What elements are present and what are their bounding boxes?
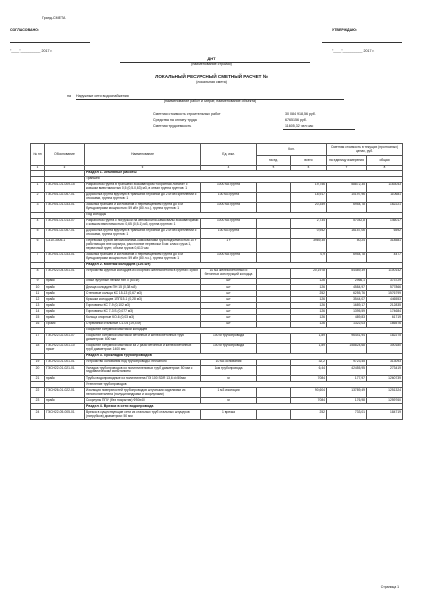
row-qty-total: 126 [291, 297, 327, 303]
row-basis: прайс [45, 375, 85, 381]
section-title: Раздел 1. Земляные работы [85, 170, 403, 176]
row-unit-price: 489,83 [327, 315, 367, 321]
row-basis: ГЭСН22-04-001-01 [45, 268, 85, 278]
table-row [31, 192, 403, 202]
row-unit: м [201, 375, 257, 381]
software-name: Гранд-СМЕТА [42, 16, 66, 20]
col-cost-total: общая [367, 156, 403, 166]
row-unit-price: 1395,59 [327, 309, 367, 315]
row-basis: ГЭСН01-02-057-01 [45, 228, 85, 238]
row-qty-total: 126 [291, 315, 327, 321]
row-basis: Прайс [45, 321, 85, 327]
row-unit-price: 58872,35 [327, 182, 367, 192]
col-qty-total: всего [291, 156, 327, 166]
row-unit: 1000 м3 грунта [201, 202, 257, 212]
row-total-cost: 273419 [367, 365, 403, 375]
approved-date: "____"__________ 2017 г. [332, 49, 375, 53]
row-total-cost: 313093 [367, 359, 403, 365]
row-basis: ГЭСН01-01-009-15 [45, 182, 85, 192]
table-row [31, 202, 403, 212]
row-total-cost: 110681 [367, 192, 403, 202]
col-basis: Обоснование [45, 144, 85, 166]
row-number: 17 [31, 333, 45, 343]
row-qty-per-unit [257, 410, 291, 420]
row-unit: 10 м3 основания [201, 359, 257, 365]
row-unit: шт [201, 303, 257, 309]
row-unit: шт [201, 315, 257, 321]
table-row [31, 410, 403, 420]
row-unit-price: 54489,39 [327, 268, 367, 278]
row-unit-price: 158824,68 [327, 343, 367, 353]
row-name: Разработка грунта с погрузкой на автомобили-самосвалы экскаваторами с ковшом вместимостью: 0,65 (0,5-1) м3, группа грунтов: 1 [85, 218, 201, 228]
row-unit: 1000 м3 грунта [201, 252, 257, 262]
row-qty-total: 90,604 [291, 388, 327, 398]
row-number: 12 [31, 297, 45, 303]
column-number: 7 [327, 166, 367, 171]
row-unit-price: 6954,78 [327, 252, 367, 262]
row-qty-total: 1,89 [291, 333, 327, 343]
row-qty-total: 126 [291, 303, 327, 309]
row-qty-total: 7084 [291, 375, 327, 381]
table-row [31, 238, 403, 252]
row-unit-price: 9723,45 [327, 359, 367, 365]
row-unit: 1000 м3 грунта [201, 182, 257, 192]
row-qty-per-unit [257, 365, 291, 375]
summary-label-labor: Сметная трудоемкость [153, 124, 192, 128]
row-basis: ГЭСН01-01-013-07 [45, 218, 85, 228]
row-number: 3 [31, 202, 45, 212]
row-name: Перевозка грузов автомобилями-самосвалами грузоподъемностью 10 т работающих вне карьера, расстояние перевозки 5 км: класс груза 1, первичный грунт, объем грузов 0,613 час [85, 238, 201, 252]
works-caption: (наименование работ и затрат, наименование объекта) [163, 99, 257, 103]
row-total-cost: 212835 [367, 303, 403, 309]
row-qty-per-unit [257, 218, 291, 228]
row-qty-per-unit [257, 388, 291, 398]
row-basis: прайс [45, 303, 85, 309]
col-num: № пп [31, 144, 45, 166]
row-qty-total: 1,89 [291, 343, 327, 353]
row-number: 7 [31, 252, 45, 262]
row-total-cost: 61719 [367, 315, 403, 321]
column-number: 2 [45, 166, 85, 171]
row-number: 16 [31, 321, 45, 327]
row-name: Скорлупы ППУ (без покрытия) Ф50х40 [85, 398, 201, 404]
column-number: 5 [257, 166, 291, 171]
row-name: Крышки колодцев 1ПП15-1 (0,28 м3) [85, 297, 201, 303]
col-qty-unit: на ед. [257, 156, 291, 166]
row-basis: ГЭСН01-01-033-01 [45, 202, 85, 212]
row-qty-total: 20,1978 [291, 268, 327, 278]
row-unit-price: 13789,49 [327, 388, 367, 398]
section-title: Раздел 4. Врезки в сети водопровода [85, 404, 403, 410]
row-qty-per-unit [257, 182, 291, 192]
table-row [31, 228, 403, 238]
summary-label-wages: Средства на оплату труда [153, 118, 197, 122]
row-name: Засыпка траншей и котлованов с перемещением грунта до 5 м бульдозерами мощностью: 59 кВт (80 л.с.), группа грунтов: 1 [85, 202, 201, 212]
table-row [31, 333, 403, 343]
row-number: 4 [31, 218, 45, 228]
row-unit: шт [201, 291, 257, 297]
row-number: 2 [31, 192, 45, 202]
row-qty-total: 126 [291, 284, 327, 290]
row-name: Изоляция поверхностей трубопроводов штучными изделиями из пенополиэтилена (полуцилиндрами и скорлупами) [85, 388, 201, 398]
row-qty-per-unit [257, 238, 291, 252]
row-basis: ГЭСН01-02-057-01 [45, 192, 85, 202]
row-basis: ГЭСН22-01-021-01 [45, 365, 85, 375]
row-unit: шт [201, 278, 257, 284]
row-total-cost: 1163043 [367, 182, 403, 192]
row-unit: м [201, 398, 257, 404]
row-unit: шт [201, 297, 257, 303]
agreed-signature-line [10, 42, 90, 43]
row-qty-total: 3969,35 [291, 238, 327, 252]
section-title: Раздел 3. Прокладка трубопроводов [85, 353, 403, 359]
row-total-cost: 577866 [367, 284, 403, 290]
row-number: 20 [31, 365, 45, 375]
row-number: 10 [31, 284, 45, 290]
row-name: Доработка грунта вручную в траншеях глубиной до 2 м без креплений с откосами, группа грунтов: 1 [85, 192, 201, 202]
row-basis: ГЭСН26-01-022-01 [45, 388, 85, 398]
row-qty-total: 252 [291, 291, 327, 297]
row-number: 9 [31, 278, 45, 284]
row-number: 15 [31, 315, 45, 321]
row-number: 22 [31, 388, 45, 398]
col-cost-unit: на единицу измерения [327, 156, 367, 166]
row-number: 19 [31, 359, 45, 365]
row-unit-price: 1322,03 [327, 321, 367, 327]
row-qty-total: 252 [291, 410, 327, 420]
row-unit-price: 4584,97 [327, 284, 367, 290]
row-qty-total: 18,917 [291, 192, 327, 202]
row-basis: ГЭСН01-01-033-01 [45, 252, 85, 262]
table-row [31, 268, 403, 278]
table-row [31, 388, 403, 398]
row-unit: 1000 м3 грунта [201, 218, 257, 228]
row-unit-price: 177,97 [327, 375, 367, 381]
row-name: Стеновые кольца КС 15-13 (0,67 м3) [85, 291, 201, 297]
row-basis: прайс [45, 398, 85, 404]
page-number: Страница 1 [380, 585, 399, 589]
column-number: 3 [85, 166, 201, 171]
row-number: 5 [31, 228, 45, 238]
row-basis: прайс [45, 315, 85, 321]
row-basis: прайс [45, 278, 85, 284]
row-unit-price: 10197,96 [327, 192, 367, 202]
row-unit-price: 3544,07 [327, 297, 367, 303]
row-number: 18 [31, 343, 45, 353]
row-unit-price: 50,24 [327, 238, 367, 252]
row-qty-total: 2,734 [291, 218, 327, 228]
row-name: Кольца опорные КО-6 (0,03 м3) [85, 315, 201, 321]
row-number: 8 [31, 268, 45, 278]
row-qty-total: 19,756 [291, 182, 327, 192]
row-unit: 1 т [201, 238, 257, 252]
summary-value-cost: 30 084 918,56 руб. [285, 112, 316, 116]
row-qty-total: 7084 [291, 398, 327, 404]
row-total-cost: 174684 [367, 309, 403, 315]
row-number: 13 [31, 303, 45, 309]
row-unit: 1 врезка [201, 410, 257, 420]
row-name: Устройство круглых колодцев из сборного железобетона в грунтах: сухих [85, 268, 201, 278]
row-number: 14 [31, 309, 45, 315]
agreed-label: СОГЛАСОВАНО: [10, 28, 40, 32]
column-number: 1 [31, 166, 45, 171]
summary-value-wages: 6765156 руб. [285, 118, 307, 122]
col-unit: Ед. изм. [201, 144, 257, 166]
row-name: Устройство основания под трубопроводы: песчаного [85, 359, 201, 365]
row-qty-total: 126 [291, 321, 327, 327]
construction-caption: (наименование стройки) [191, 62, 232, 66]
row-unit-price: 2966,1 [327, 278, 367, 284]
section-title: Раздел 2. Монтаж колодцев (126 шт) [85, 262, 403, 268]
subsection-title: Утепление трубопроводов [85, 382, 403, 388]
row-unit-price: 42455,95 [327, 365, 367, 375]
column-number: 4 [201, 166, 257, 171]
subsection-title: Покрытие битумной мастикой колодцев [85, 327, 403, 333]
works-prefix: на [67, 94, 71, 98]
summary-value-labor: 11605,32 чел.час [285, 124, 314, 128]
row-unit-price: 733,01 [327, 410, 367, 420]
row-unit-price: 1689,17 [327, 303, 367, 309]
row-total-cost: 446553 [367, 297, 403, 303]
table-row [31, 365, 403, 375]
column-number: 8 [367, 166, 403, 171]
row-total-cost: 1576799 [367, 291, 403, 297]
row-basis: ГЭСН23-01-001-01 [45, 359, 85, 365]
column-number: 6 [291, 166, 327, 171]
approved-signature-line [322, 42, 402, 43]
row-qty-total: 0,9 [291, 252, 327, 262]
row-qty-per-unit [257, 252, 291, 262]
row-unit-price: 57042,8 [327, 218, 367, 228]
row-total-cost: 6592 [367, 228, 403, 238]
row-number: 21 [31, 375, 45, 381]
col-cost: Сметная стоимость в текущих (прогнозных) ценах, руб. [327, 144, 403, 156]
row-name: Днища колодцев ПН 15 (0,38 м3) [85, 284, 201, 290]
row-name: Доработка грунта вручную в траншеях глубиной до 2 м без креплений с откосами, группа грунтов: 1 [85, 228, 201, 238]
agreed-date: "____"__________ 2017 г. [10, 49, 53, 53]
row-number: 11 [31, 291, 45, 297]
row-qty-per-unit [257, 192, 291, 202]
row-qty-per-unit [257, 228, 291, 238]
row-name: Люки чугунные легкий тип Л (64 кг) [85, 278, 201, 284]
row-total-cost: 182275 [367, 333, 403, 343]
row-basis: ГЭСН22-05-005-01 [45, 410, 85, 420]
row-number: 23 [31, 398, 45, 404]
row-unit: шт [201, 284, 257, 290]
row-unit: 100 м трубопровода [201, 333, 257, 343]
row-qty-total: 0,942 [291, 228, 327, 238]
row-total-cost: 146017 [367, 218, 403, 228]
row-total-cost: 166576 [367, 321, 403, 327]
row-total-cost: 373729 [367, 278, 403, 284]
subsection-title: Траншея [85, 176, 403, 182]
row-basis: ГЭСН22-02-001-07 [45, 333, 85, 343]
row-unit: 1км трубопровода [201, 365, 257, 375]
row-unit: 10 м3 железобетонных и бетонных конструкций колодца [201, 268, 257, 278]
row-basis: прайс [45, 297, 85, 303]
row-total-cost: 1260739 [367, 375, 403, 381]
row-qty-per-unit [257, 333, 291, 343]
construction-name: ДНТ [207, 56, 216, 61]
estimate-table-body [31, 166, 403, 420]
approved-label: УТВЕРЖДАЮ: [332, 28, 358, 32]
estimate-table [30, 143, 403, 420]
row-basis: прайс [45, 291, 85, 297]
summary-underline [283, 129, 355, 130]
row-unit-price: 176,98 [327, 398, 367, 404]
table-row [31, 343, 403, 353]
row-basis: С310-3005-1 [45, 238, 85, 252]
row-name: Горловины КС 7-3 Б (0,077 м3) [85, 309, 201, 315]
row-unit-price: 16157,06 [327, 228, 367, 238]
document-title: ЛОКАЛЬНЫЙ РЕСУРСНЫЙ СМЕТНЫЙ РАСЧЕТ № [155, 74, 268, 79]
document-title-caption: (локальная смета) [196, 80, 227, 84]
table-row [31, 252, 403, 262]
row-unit: шт [201, 309, 257, 315]
row-qty-total: 32,2 [291, 359, 327, 365]
row-qty-total: 20,349 [291, 202, 327, 212]
row-total-cost: 162221 [367, 202, 403, 212]
row-qty-total: 126 [291, 278, 327, 284]
row-unit-price: 6954,78 [327, 202, 367, 212]
row-qty-total: 126 [291, 309, 327, 315]
row-name: Врезка в существующие сети из стальных труб стальных штуцеров (патрубков) диаметром: 50 мм [85, 410, 201, 420]
row-total-cost: 184719 [367, 410, 403, 420]
row-name: Разработка грунта в траншеях экскаватором «обратная лопата» с ковшом вместимостью 0,5 (0,5-0,63) м3, в отвал группа грунтов: 1 [85, 182, 201, 192]
row-name: Покрытие битумной мастикой за 2 раза бетонных и железобетонных труб диаметром: 1400 мм [85, 343, 201, 353]
row-total-cost: 1251324 [367, 388, 403, 398]
row-number: 24 [31, 410, 45, 420]
row-name: Трубы водопроводные из полиэтилена ПЭ 100 SDR 13,6 d=50мм [85, 375, 201, 381]
row-qty-per-unit [257, 268, 291, 278]
row-total-cost: 300180 [367, 343, 403, 353]
works-name: Наружные сети водоснабжения [76, 94, 129, 98]
row-basis: прайс [45, 309, 85, 315]
row-name: Засыпка траншей и котлованов с перемещением грунта до 5 м бульдозерами мощностью: 59 кВт (80 л.с.), группа грунтов: 1 [85, 252, 201, 262]
row-unit: шт [201, 321, 257, 327]
row-name: Покрытие битумной мастикой бетонных и железобетонных труб диаметром: 600 мм [85, 333, 201, 343]
row-unit: 1 м3 изоляции [201, 388, 257, 398]
table-row [31, 182, 403, 192]
row-number: 1 [31, 182, 45, 192]
summary-label-cost: Сметная стоимость строительных работ [153, 112, 221, 116]
row-total-cost: 1100142 [367, 268, 403, 278]
row-unit: 100 м3 грунта [201, 228, 257, 238]
row-name: Стремянки стальные С1-04 (19,4 кг) [85, 321, 201, 327]
row-unit-price: 96441,94 [327, 333, 367, 343]
col-qty: Кол. [257, 144, 327, 156]
row-unit: 100 м3 грунта [201, 192, 257, 202]
col-name: Наименование [85, 144, 201, 166]
row-unit-price: 6255,76 [327, 291, 367, 297]
row-number: 6 [31, 238, 45, 252]
row-basis: ГЭСН22-02-001-10 пркат [45, 343, 85, 353]
row-name: Горловины КС 7-9 (0,102 м3) [85, 303, 201, 309]
row-basis: прайс [45, 284, 85, 290]
row-unit: 100 м трубопровода [201, 343, 257, 353]
row-name: Укладка трубопроводов из полиэтиленовых труб диаметром: 50 мм с гидравлическим испытанием [85, 365, 201, 375]
row-total-cost: 1259760 [367, 398, 403, 404]
row-qty-per-unit [257, 343, 291, 353]
row-qty-total: 6,44 [291, 365, 327, 375]
subsection-title: Под колодцы [85, 212, 403, 218]
row-qty-per-unit [257, 202, 291, 212]
row-total-cost: 4477 [367, 252, 403, 262]
row-total-cost: 318581 [367, 238, 403, 252]
table-row [31, 218, 403, 228]
